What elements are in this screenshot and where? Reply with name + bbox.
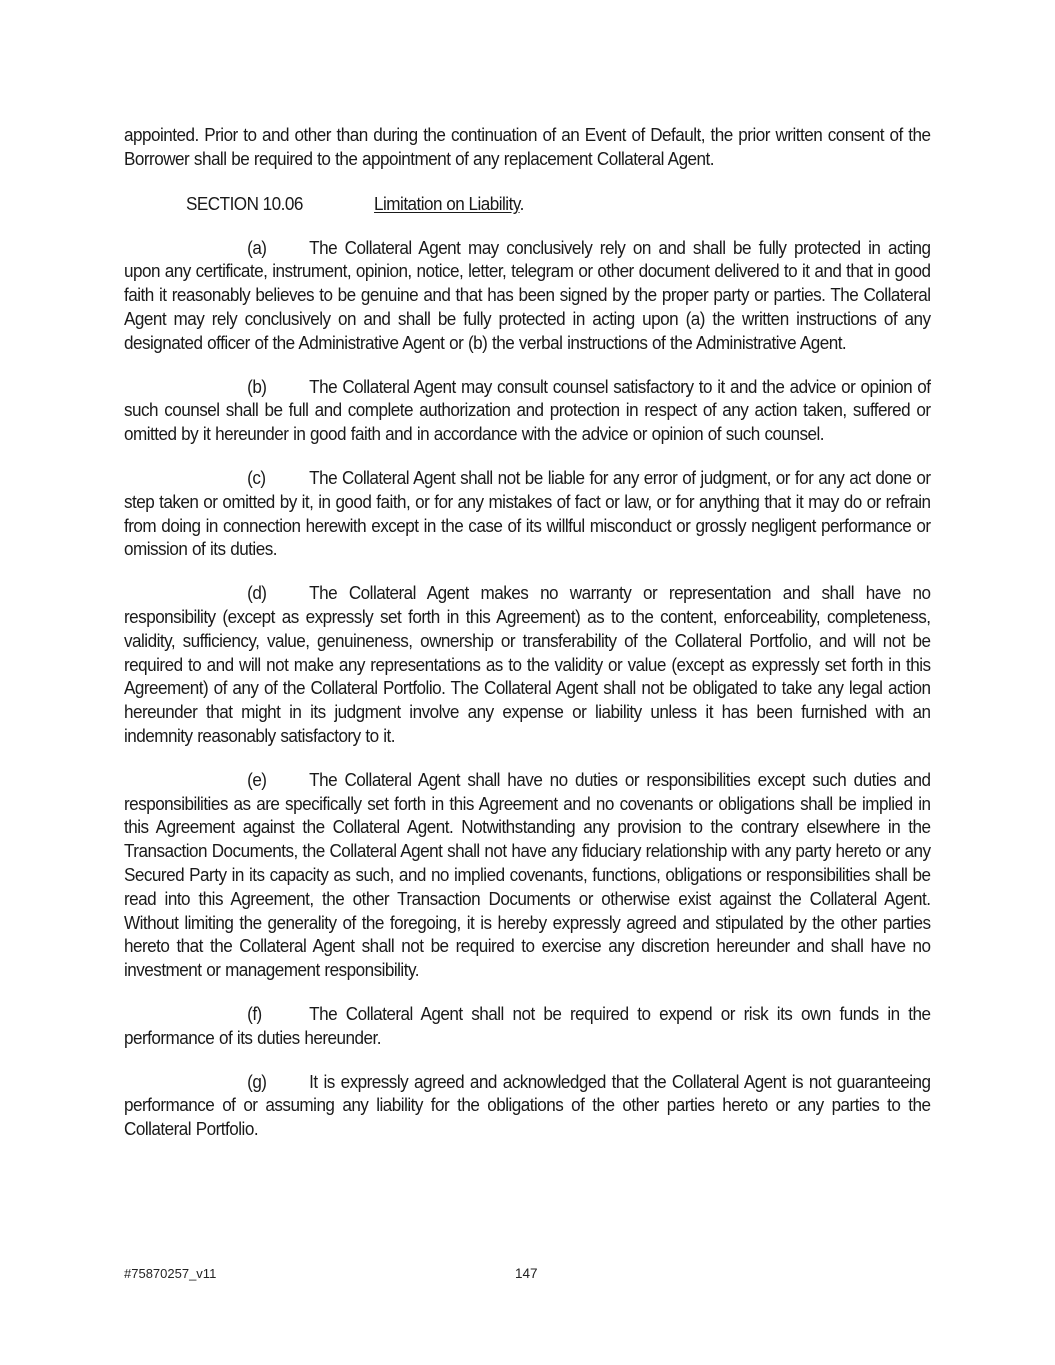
section-title-suffix: .	[519, 193, 524, 214]
paragraph-label: (g)	[247, 1071, 267, 1092]
section-heading	[124, 192, 883, 216]
document-page	[124, 124, 931, 1162]
paragraph-text: The Collateral Agent may conclusively rely on and shall be fully protected in acting upon any certificate, instrument, opinion, notice, letter, telegram or other document delivered to it and that in good faith it reasonably believes to be genuine and that has been signed by the proper party or parties. The Collateral Agent may rely conclusively on and shall be fully protected in acting upon (a) the written instructions of any designated officer of the Administrative Agent or (b) the verbal instructions of the Administrative Agent.	[124, 237, 931, 353]
continuation-text: appointed. Prior to and other than during the continuation of an Event of Default, the prior written consent of the Borrower shall be required to the appointment of any replacement Collateral Agent.	[124, 125, 931, 169]
paragraph-text: The Collateral Agent shall have no duties or responsibilities except such duties and responsibilities as are specifically set forth in this Agreement and no covenants or obligations shall be implied in this Agreement against the Collateral Agent. Notwithstanding any provision to the contrary elsewhere in the Transaction Documents, the Collateral Agent shall not have any fiduciary relationship with any party hereto or any Secured Party in its capacity as such, and no implied covenants, functions, obligations or responsibilities shall be read into this Agreement, the other Transaction Documents or otherwise exist against the Collateral Agent. Without limiting the generality of the foregoing, it is hereby expressly agreed and stipulated by the other parties hereto that the Collateral Agent shall not be required to exercise any discretion hereunder and shall have no investment or management responsibility.	[124, 769, 931, 981]
paragraph-e	[124, 769, 931, 983]
paragraph-text: The Collateral Agent shall not be liable for any error of judgment, or for any act done or step taken or omitted by it, in good faith, or for any mistakes of fact or law, or for anything that it may do or refrain from doing in connection herewith except in the case of its willful misconduct or grossly negligent performance or omission of its duties.	[124, 467, 931, 560]
page-number: 147	[515, 1266, 538, 1281]
paragraph-label: (c)	[247, 467, 266, 488]
paragraph-label: (d)	[247, 583, 267, 604]
section-number: SECTION 10.06	[186, 193, 303, 214]
continuation-paragraph	[124, 124, 931, 172]
paragraph-g	[124, 1071, 931, 1142]
paragraph-c	[124, 467, 931, 562]
paragraph-b	[124, 376, 931, 447]
paragraph-label: (f)	[247, 1003, 262, 1024]
paragraph-d	[124, 582, 931, 749]
paragraph-label: (a)	[247, 237, 267, 258]
section-title: Limitation on Liability	[374, 193, 520, 214]
paragraph-text: The Collateral Agent makes no warranty or representation and shall have no responsibility (except as expressly set forth in this Agreement) as to the content, enforceability, completeness, validity, sufficiency, value, genuineness, ownership or transferability of the Collateral Portfolio, and will not be required to and will not make any representations as to the validity or value (except as expressly set forth in this Agreement) of any of the Collateral Portfolio. The Collateral Agent shall not be obligated to take any legal action hereunder that might in its judgment involve any expense or liability unless it has been furnished with an indemnity reasonably satisfactory to it.	[124, 583, 931, 746]
paragraph-f	[124, 1003, 931, 1051]
paragraph-label: (e)	[247, 769, 267, 790]
paragraph-text: The Collateral Agent shall not be required to expend or risk its own funds in the performance of its duties hereunder.	[124, 1003, 931, 1048]
paragraph-label: (b)	[247, 376, 267, 397]
paragraph-text: The Collateral Agent may consult counsel satisfactory to it and the advice or opinion of such counsel shall be full and complete authorization and protection in respect of any action taken, suffered or omitted by it hereunder in good faith and in accordance with the advice or opinion of such counsel.	[124, 376, 931, 445]
paragraph-text: It is expressly agreed and acknowledged that the Collateral Agent is not guaranteeing performance of or assuming any liability for the obligations of the other parties hereto or any parties to the Collateral Portfolio.	[124, 1071, 931, 1140]
document-id: #75870257_v11	[124, 1266, 217, 1281]
paragraph-a	[124, 237, 931, 356]
